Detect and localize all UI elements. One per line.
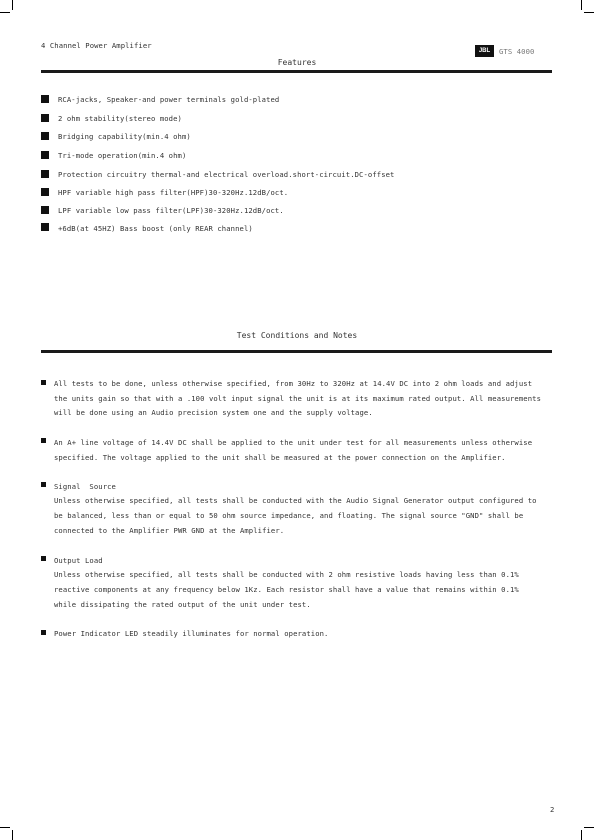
features-heading: Features <box>277 58 317 67</box>
note-line: specified. The voltage applied to the unit shall be measured at the power connection on the Amplifier. <box>54 453 506 462</box>
feature-text: Bridging capability(min.4 ohm) <box>58 132 191 141</box>
note-line: Unless otherwise specified, all tests shall be conducted with 2 ohm resistive loads having less than 0.1% <box>54 570 519 579</box>
bullet-square-icon <box>41 95 49 103</box>
crop-mark-top-right <box>584 12 594 13</box>
note-title: Output Load <box>54 556 103 565</box>
bullet-square-icon <box>41 482 46 487</box>
bullet-square-icon <box>41 170 49 178</box>
features-divider <box>41 70 552 73</box>
note-line: Unless otherwise specified, all tests shall be conducted with the Audio Signal Generator output configured to <box>54 496 537 505</box>
bullet-square-icon <box>41 132 49 140</box>
note-title: Signal Source <box>54 482 116 491</box>
crop-mark-bottom-right <box>584 827 594 828</box>
bullet-square-icon <box>41 556 46 561</box>
feature-text: Tri-mode operation(min.4 ohm) <box>58 151 187 160</box>
bullet-square-icon <box>41 630 46 635</box>
brand-logo: JBL <box>475 45 494 57</box>
crop-mark-bottom-right <box>581 830 582 840</box>
bullet-square-icon <box>41 223 49 231</box>
bullet-square-icon <box>41 188 49 196</box>
bullet-square-icon <box>41 151 49 159</box>
note-line: reactive components at any frequency below 1Kz. Each resistor shall have a value that remains within 0.1% <box>54 585 519 594</box>
crop-mark-top-left <box>0 12 10 13</box>
crop-mark-top-left <box>12 0 13 10</box>
feature-text: 2 ohm stability(stereo mode) <box>58 114 182 123</box>
bullet-square-icon <box>41 114 49 122</box>
note-line: Power Indicator LED steadily illuminates for normal operation. <box>54 629 329 638</box>
feature-text: HPF variable high pass filter(HPF)30-320Hz.12dB/oct. <box>58 188 289 197</box>
note-line: will be done using an Audio precision system one and the supply voltage. <box>54 408 373 417</box>
note-line: be balanced, less than or equal to 50 ohm source impedance, and floating. The signal source "GND" shall be <box>54 511 524 520</box>
feature-text: LPF variable low pass filter(LPF)30-320Hz.12dB/oct. <box>58 206 284 215</box>
note-line: while dissipating the rated output of the unit under test. <box>54 600 311 609</box>
bullet-square-icon <box>41 380 46 385</box>
crop-mark-bottom-left <box>12 830 13 840</box>
note-line: An A+ line voltage of 14.4V DC shall be applied to the unit under test for all measurements unless otherwise <box>54 438 533 447</box>
test-conditions-heading: Test Conditions and Notes <box>236 331 358 340</box>
note-line: connected to the Amplifier PWR GND at the Amplifier. <box>54 526 285 535</box>
note-line: the units gain so that with a .100 volt input signal the unit is at its maximum rated output. All measurements <box>54 394 541 403</box>
model-name: GTS 4000 <box>499 47 535 56</box>
feature-text: +6dB(at 45HZ) Bass boost (only REAR channel) <box>58 224 253 233</box>
test-conditions-divider <box>41 350 552 353</box>
crop-mark-top-right <box>581 0 582 10</box>
note-line: All tests to be done, unless otherwise specified, from 30Hz to 320Hz at 14.4V DC into 2 ohm loads and adjust <box>54 379 533 388</box>
bullet-square-icon <box>41 438 46 443</box>
bullet-square-icon <box>41 206 49 214</box>
page-number: 2 <box>550 805 555 814</box>
document-title: 4 Channel Power Amplifier <box>41 41 152 50</box>
feature-text: Protection circuitry thermal-and electrical overload.short-circuit.DC-offset <box>58 170 395 179</box>
feature-text: RCA-jacks, Speaker-and power terminals gold-plated <box>58 95 280 104</box>
crop-mark-bottom-left <box>0 827 10 828</box>
